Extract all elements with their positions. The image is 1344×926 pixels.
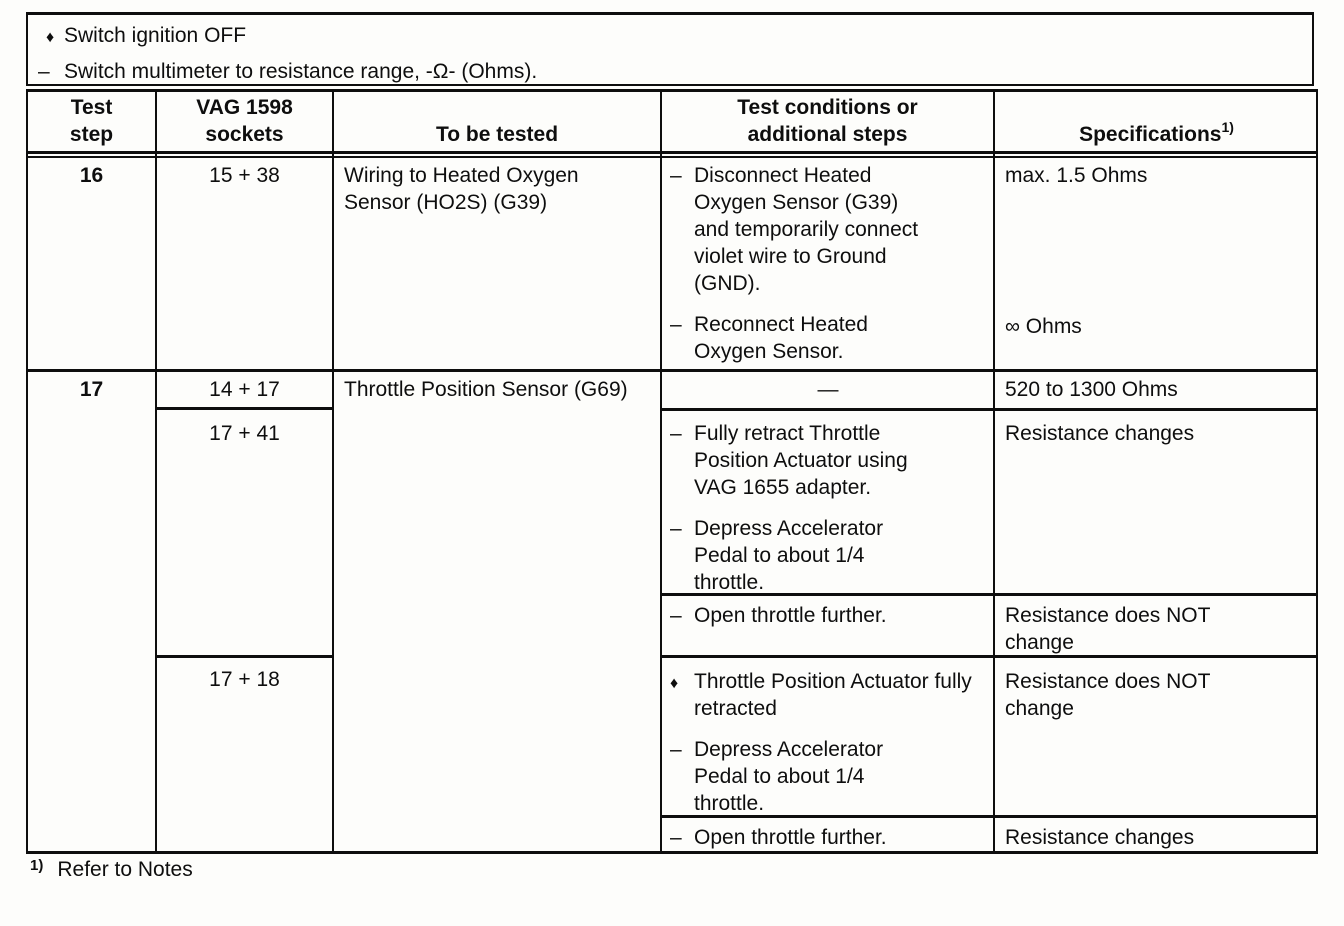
cell-step-17: 17	[79, 378, 104, 401]
cell-conditions-17e	[670, 824, 986, 851]
condition-text: Depress Accelerator Pedal to about 1/4 throttle.	[694, 517, 884, 594]
dash-bullet: –	[38, 60, 50, 83]
dash-bullet: –	[670, 826, 682, 849]
intro-text: Switch ignition OFF	[64, 24, 247, 47]
condition-text: Throttle Position Actuator fully retracted	[694, 670, 972, 720]
cell-conditions-16	[670, 162, 986, 365]
condition-text: Open throttle further.	[694, 604, 887, 627]
test-table	[26, 89, 1318, 854]
dash-bullet: –	[670, 164, 682, 187]
cell-sockets-17-18: 17 + 18	[209, 668, 280, 691]
condition-step	[670, 515, 986, 596]
header-label: Test step	[69, 96, 114, 146]
header-label-text: Specifications	[1079, 123, 1222, 146]
cell-step-16: 16	[79, 164, 104, 187]
cell-spec-no-change: Resistance does NOT change	[1005, 604, 1211, 654]
header-double-rule	[28, 151, 1316, 158]
diamond-bullet: ♦	[670, 675, 679, 692]
cell-spec-max-ohms: max. 1.5 Ohms	[1005, 164, 1148, 187]
column-divider	[155, 92, 157, 851]
cell-tested-ho2s-wiring: Wiring to Heated Oxygen Sensor (HO2S) (G39)	[344, 164, 579, 214]
condition-text: Depress Accelerator Pedal to about 1/4 throttle.	[694, 738, 884, 815]
cell-tested-throttle-sensor: Throttle Position Sensor (G69)	[344, 378, 628, 401]
no-condition-dash: —	[817, 378, 839, 401]
header-to-be-tested	[334, 92, 660, 151]
dash-bullet: –	[670, 604, 682, 627]
dash-bullet: –	[670, 738, 682, 761]
condition-step	[670, 736, 986, 817]
condition-step	[670, 162, 986, 297]
socket-divider	[155, 655, 334, 658]
header-vag-sockets	[157, 92, 332, 151]
dash-bullet: –	[670, 313, 682, 336]
condition-step	[670, 824, 986, 851]
intro-text: Switch multimeter to resistance range, -Ω- (Ohms).	[64, 60, 538, 83]
intro-line-ignition	[38, 22, 1312, 51]
header-label: Test conditions or additional steps	[737, 96, 918, 146]
column-divider	[660, 92, 662, 851]
dash-bullet: –	[670, 422, 682, 445]
cell-spec-520-1300: 520 to 1300 Ohms	[1005, 378, 1178, 401]
column-divider	[993, 92, 995, 851]
cell-sockets-14-17: 14 + 17	[209, 378, 280, 401]
condition-text: Fully retract Throttle Position Actuator using VAG 1655 adapter.	[694, 422, 908, 499]
socket-divider	[155, 407, 334, 410]
header-specifications	[995, 92, 1318, 151]
header-label	[1079, 121, 1234, 148]
cell-sockets-17-41: 17 + 41	[209, 422, 280, 445]
condition-text: Open throttle further.	[694, 826, 887, 849]
header-label: VAG 1598 sockets	[196, 96, 293, 146]
header-test-conditions	[662, 92, 993, 151]
cell-spec-resistance-changes: Resistance changes	[1005, 826, 1195, 849]
condition-step	[670, 602, 986, 629]
intro-instructions-box	[26, 12, 1314, 86]
cell-conditions-17a	[670, 376, 986, 403]
column-divider	[332, 92, 334, 851]
footnote-text: Refer to Notes	[57, 858, 193, 881]
footnote-ref: 1)	[30, 857, 44, 874]
diamond-bullet: ♦	[46, 29, 55, 46]
cell-spec-infinity-ohms: ∞ Ohms	[1005, 315, 1082, 338]
row-divider	[28, 369, 1316, 372]
cell-conditions-17d	[670, 668, 986, 817]
condition-text: Reconnect Heated Oxygen Sensor.	[694, 313, 868, 363]
intro-line-multimeter	[38, 58, 1312, 85]
condition-step	[670, 311, 986, 365]
cell-spec-no-change: Resistance does NOT change	[1005, 670, 1211, 720]
cell-conditions-17c	[670, 602, 986, 629]
header-test-step	[28, 92, 155, 151]
condition-text: Disconnect Heated Oxygen Sensor (G39) and temporarily connect violet wire to Ground (GND).	[694, 164, 919, 295]
condition-step	[670, 668, 986, 722]
cell-conditions-17b	[670, 420, 986, 596]
dash-bullet: –	[670, 517, 682, 540]
cell-spec-resistance-changes: Resistance changes	[1005, 422, 1195, 445]
footnote	[30, 856, 193, 883]
condition-step	[670, 420, 986, 501]
footnote-ref: 1)	[1221, 119, 1234, 135]
cell-sockets-15-38: 15 + 38	[209, 164, 280, 187]
subrow-divider	[660, 408, 1316, 411]
header-label: To be tested	[435, 123, 559, 146]
